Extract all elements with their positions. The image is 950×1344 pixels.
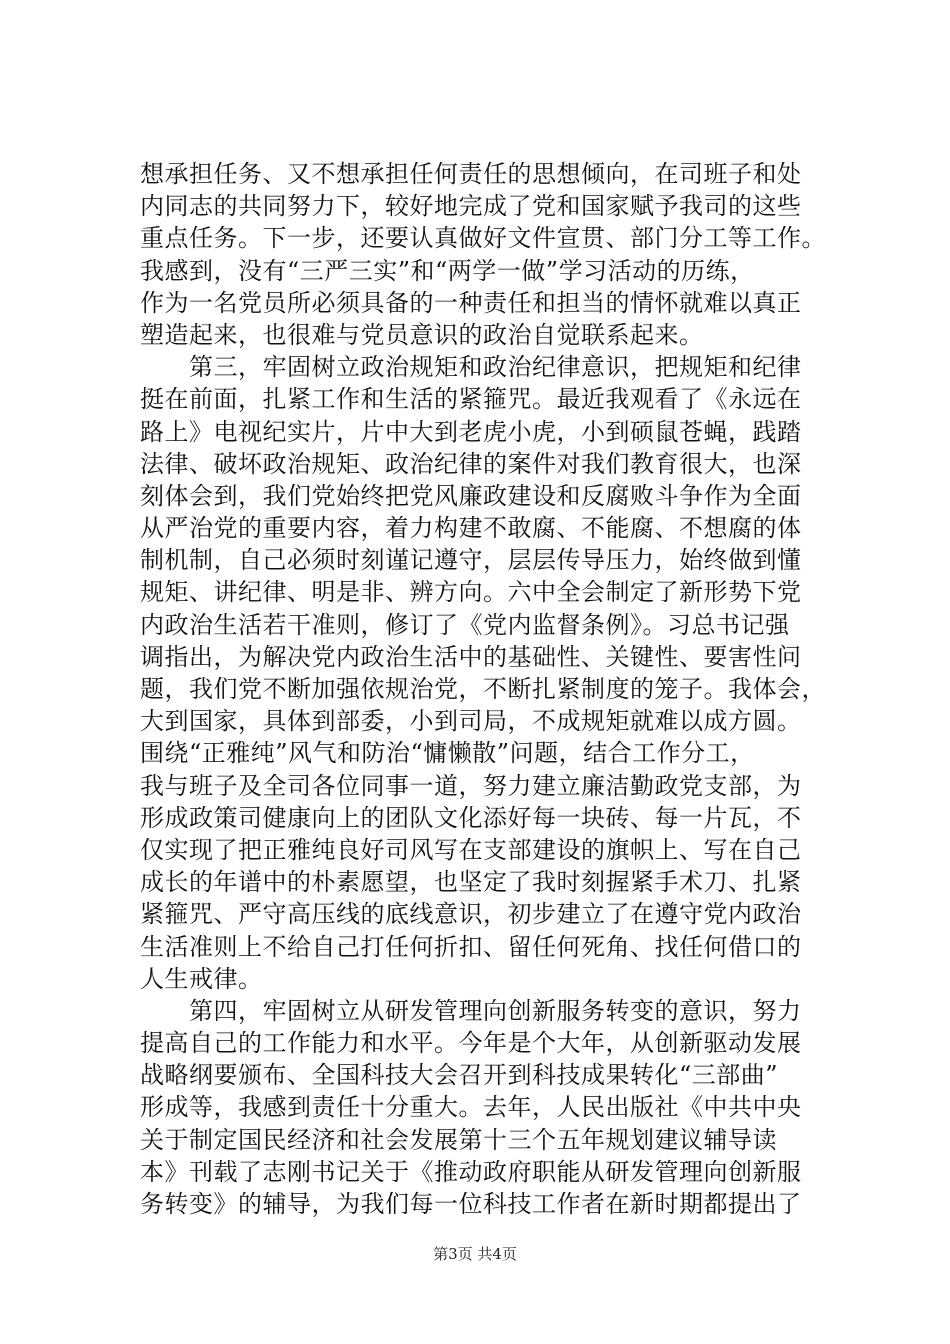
text-line: 人生戒律。 [140,964,263,993]
text-line: 制机制，自己必须时刻谨记遵守，层层传导压力，始终做到懂 [140,546,802,575]
text-line: 法律、破坏政治规矩、政治纪律的案件对我们教育很大，也深 [140,449,802,478]
text-line: 我与班子及全司各位同事一道，努力建立廉洁勤政党支部，为 [140,771,802,800]
text-line: 我感到，没有“三严三实”和“两学一做”学习活动的历练， [140,256,755,285]
text-line: 调指出，为解决党内政治生活中的基础性、关键性、要害性问 [140,642,802,671]
text-line: 第四，牢固树立从研发管理向创新服务转变的意识，努力 [140,996,802,1025]
text-line: 务转变》的辅导，为我们每一位科技工作者在新时期都提出了 [140,1190,802,1218]
text-line: 成长的年谱中的朴素愿望，也坚定了我时刻握紧手术刀、扎紧 [140,868,802,897]
page-footer: 第3页 共4页 [433,1245,517,1263]
text-line: 提高自己的工作能力和水平。今年是个大年，从创新驱动发展 [140,1029,802,1058]
text-line: 第三，牢固树立政治规矩和政治纪律意识，把规矩和纪律 [140,353,802,382]
text-line: 围绕“正雅纯”风气和防治“慵懒散”问题，结合工作分工， [140,739,755,768]
text-line: 关于制定国民经济和社会发展第十三个五年规划建议辅导读 [140,1125,777,1154]
text-line: 题，我们党不断加强依规治党，不断扎紧制度的笼子。我体会， [140,675,826,703]
text-line: 规矩、讲纪律、明是非、辨方向。六中全会制定了新形势下党 [140,578,802,607]
text-line: 内同志的共同努力下，较好地完成了党和国家赋予我司的这些 [140,192,802,221]
document-body [140,158,840,1220]
text-line: 刻体会到，我们党始终把党风廉政建设和反腐败斗争作为全面 [140,481,802,510]
text-line: 内政治生活若干准则，修订了《党内监督条例》。习总书记强 [140,610,790,639]
text-line: 想承担任务、又不想承担任何责任的思想倾向，在司班子和处 [140,160,802,188]
text-line: 重点任务。下一步，还要认真做好文件宣贯、部门分工等工作。 [140,224,826,253]
text-line: 大到国家，具体到部委，小到司局，不成规矩就难以成方圆。 [140,707,802,736]
text-line: 从严治党的重要内容，着力构建不敢腐、不能腐、不想腐的体 [140,514,802,543]
text-line: 挺在前面，扎紧工作和生活的紧箍咒。最近我观看了《永远在 [140,385,802,414]
text-line: 塑造起来，也很难与党员意识的政治自觉联系起来。 [140,320,704,349]
text-line: 紧箍咒、严守高压线的底线意识，初步建立了在遵守党内政治 [140,900,802,929]
text-line: 路上》电视纪实片，片中大到老虎小虎，小到硕鼠苍蝇，践踏 [140,417,802,446]
text-line: 仅实现了把正雅纯良好司风写在支部建设的旗帜上、写在自己 [140,835,802,864]
text-line: 作为一名党员所必须具备的一种责任和担当的情怀就难以真正 [140,288,802,317]
text-line: 战略纲要颁布、全国科技大会召开到科技成果转化“三部曲” [140,1061,779,1090]
text-line: 生活准则上不给自己打任何折扣、留任何死角、找任何借口的 [140,932,802,961]
text-line: 形成政策司健康向上的团队文化添好每一块砖、每一片瓦，不 [140,803,802,832]
text-line: 形成等，我感到责任十分重大。去年，人民出版社《中共中央 [140,1093,802,1122]
text-line: 本》刊载了志刚书记关于《推动政府职能从研发管理向创新服 [140,1157,802,1186]
